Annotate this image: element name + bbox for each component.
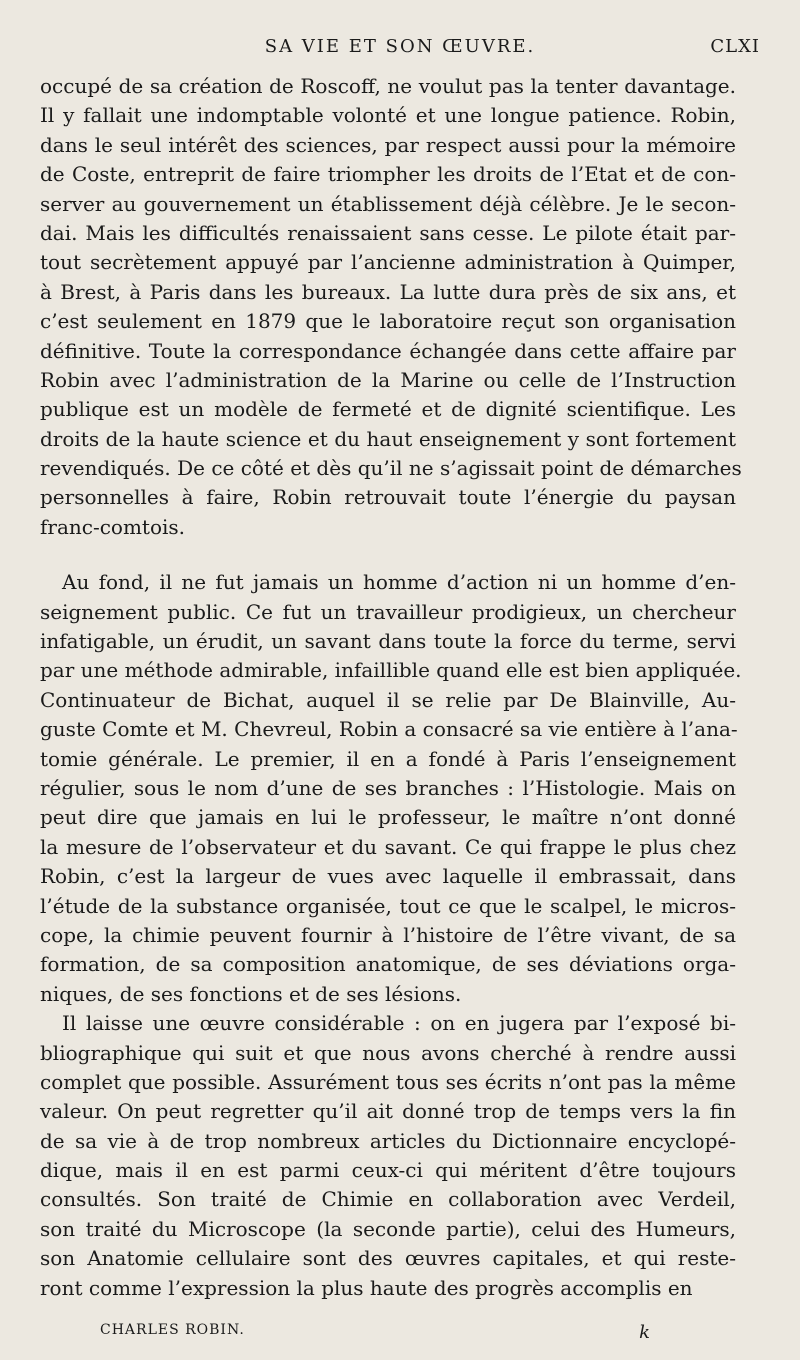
text-line: server au gouvernement un établissement déjà célèbre. Je le secon- <box>40 191 736 216</box>
text-line: niques, de ses fonctions et de ses lésions. <box>40 981 462 1006</box>
text-line: ront comme l’expression la plus haute des progrès accomplis en <box>40 1275 693 1300</box>
text-line: la mesure de l’observateur et du savant. Ce qui frappe le plus chez <box>40 834 736 859</box>
page-body <box>40 72 742 1303</box>
page-number: CLXI <box>710 36 760 57</box>
text-line: formation, de sa composition anatomique, de ses déviations orga- <box>40 952 736 977</box>
paragraph-1 <box>40 72 742 542</box>
paragraph-3 <box>40 1009 736 1303</box>
text-line: consultés. Son traité de Chimie en collaboration avec Verdeil, <box>40 1187 736 1212</box>
text-line: personnelles à faire, Robin retrouvait toute l’énergie du paysan <box>40 485 736 510</box>
text-line: Continuateur de Bichat, auquel il se relie par De Blainville, Au- <box>40 687 736 712</box>
text-line: c’est seulement en 1879 que le laboratoire reçut son organisation <box>40 309 736 334</box>
text-line: complet que possible. Assurément tous ses écrits n’ont pas la même <box>40 1069 736 1094</box>
page-footer <box>100 1322 650 1344</box>
running-title: SA VIE ET SON ŒUVRE. <box>264 36 536 57</box>
text-line: définitive. Toute la correspondance échangée dans cette affaire par <box>40 338 736 363</box>
text-line: seignement public. Ce fut un travailleur prodigieux, un chercheur <box>40 599 736 624</box>
page-header <box>40 36 760 60</box>
text-line: son Anatomie cellulaire sont des œuvres capitales, et qui reste- <box>40 1246 736 1271</box>
text-line: tout secrètement appuyé par l’ancienne administration à Quimper, <box>40 250 736 275</box>
text-line: Robin avec l’administration de la Marine ou celle de l’Instruction <box>40 367 736 392</box>
text-line: peut dire que jamais en lui le professeur, le maître n’ont donné <box>40 805 736 830</box>
footer-author: CHARLES ROBIN. <box>100 1322 245 1338</box>
text-line: valeur. On peut regretter qu’il ait donné trop de temps vers la fin <box>40 1099 736 1124</box>
text-line: publique est un modèle de fermeté et de dignité scientifique. Les <box>40 397 736 422</box>
text-line: Au fond, il ne fut jamais un homme d’action ni un homme d’en- <box>62 570 736 595</box>
text-line: de Coste, entreprit de faire triompher les droits de l’Etat et de con- <box>40 162 736 187</box>
text-line: cope, la chimie peuvent fournir à l’histoire de l’être vivant, de sa <box>40 922 736 947</box>
text-line: bliographique qui suit et que nous avons cherché à rendre aussi <box>40 1040 736 1065</box>
signature-mark: k <box>639 1322 650 1343</box>
text-line: revendiqués. De ce côté et dès qu’il ne s’agissait point de démarches <box>40 456 742 481</box>
text-line: dans le seul intérêt des sciences, par respect aussi pour la mémoire <box>40 132 736 157</box>
text-line: infatigable, un érudit, un savant dans toute la force du terme, servi <box>40 629 736 654</box>
text-line: guste Comte et M. Chevreul, Robin a consacré sa vie entière à l’ana- <box>40 717 738 742</box>
text-line: l’étude de la substance organisée, tout ce que le scalpel, le micros- <box>40 893 736 918</box>
text-line: dique, mais il en est parmi ceux-ci qui méritent d’être toujours <box>40 1158 736 1183</box>
text-line: par une méthode admirable, infaillible quand elle est bien appliquée. <box>40 658 742 683</box>
text-line: occupé de sa création de Roscoff, ne voulut pas la tenter davantage. <box>40 74 736 98</box>
paragraph-2 <box>40 568 742 1009</box>
text-line: franc-comtois. <box>40 514 186 539</box>
text-line: à Brest, à Paris dans les bureaux. La lutte dura près de six ans, et <box>40 279 736 304</box>
text-line: Il laisse une œuvre considérable : on en jugera par l’exposé bi- <box>62 1011 736 1036</box>
text-line: son traité du Microscope (la seconde partie), celui des Humeurs, <box>40 1216 736 1241</box>
text-line: de sa vie à de trop nombreux articles du Dictionnaire encyclopé- <box>40 1128 736 1153</box>
text-line: Robin, c’est la largeur de vues avec laquelle il embrassait, dans <box>40 864 736 889</box>
text-line: tomie générale. Le premier, il en a fondé à Paris l’enseignement <box>40 746 736 771</box>
text-line: Il y fallait une indomptable volonté et une longue patience. Robin, <box>40 103 736 128</box>
text-line: dai. Mais les difficultés renaissaient sans cesse. Le pilote était par- <box>40 220 736 245</box>
text-line: régulier, sous le nom d’une de ses branches : l’Histologie. Mais on <box>40 775 736 800</box>
text-line: droits de la haute science et du haut enseignement y sont fortement <box>40 426 736 451</box>
